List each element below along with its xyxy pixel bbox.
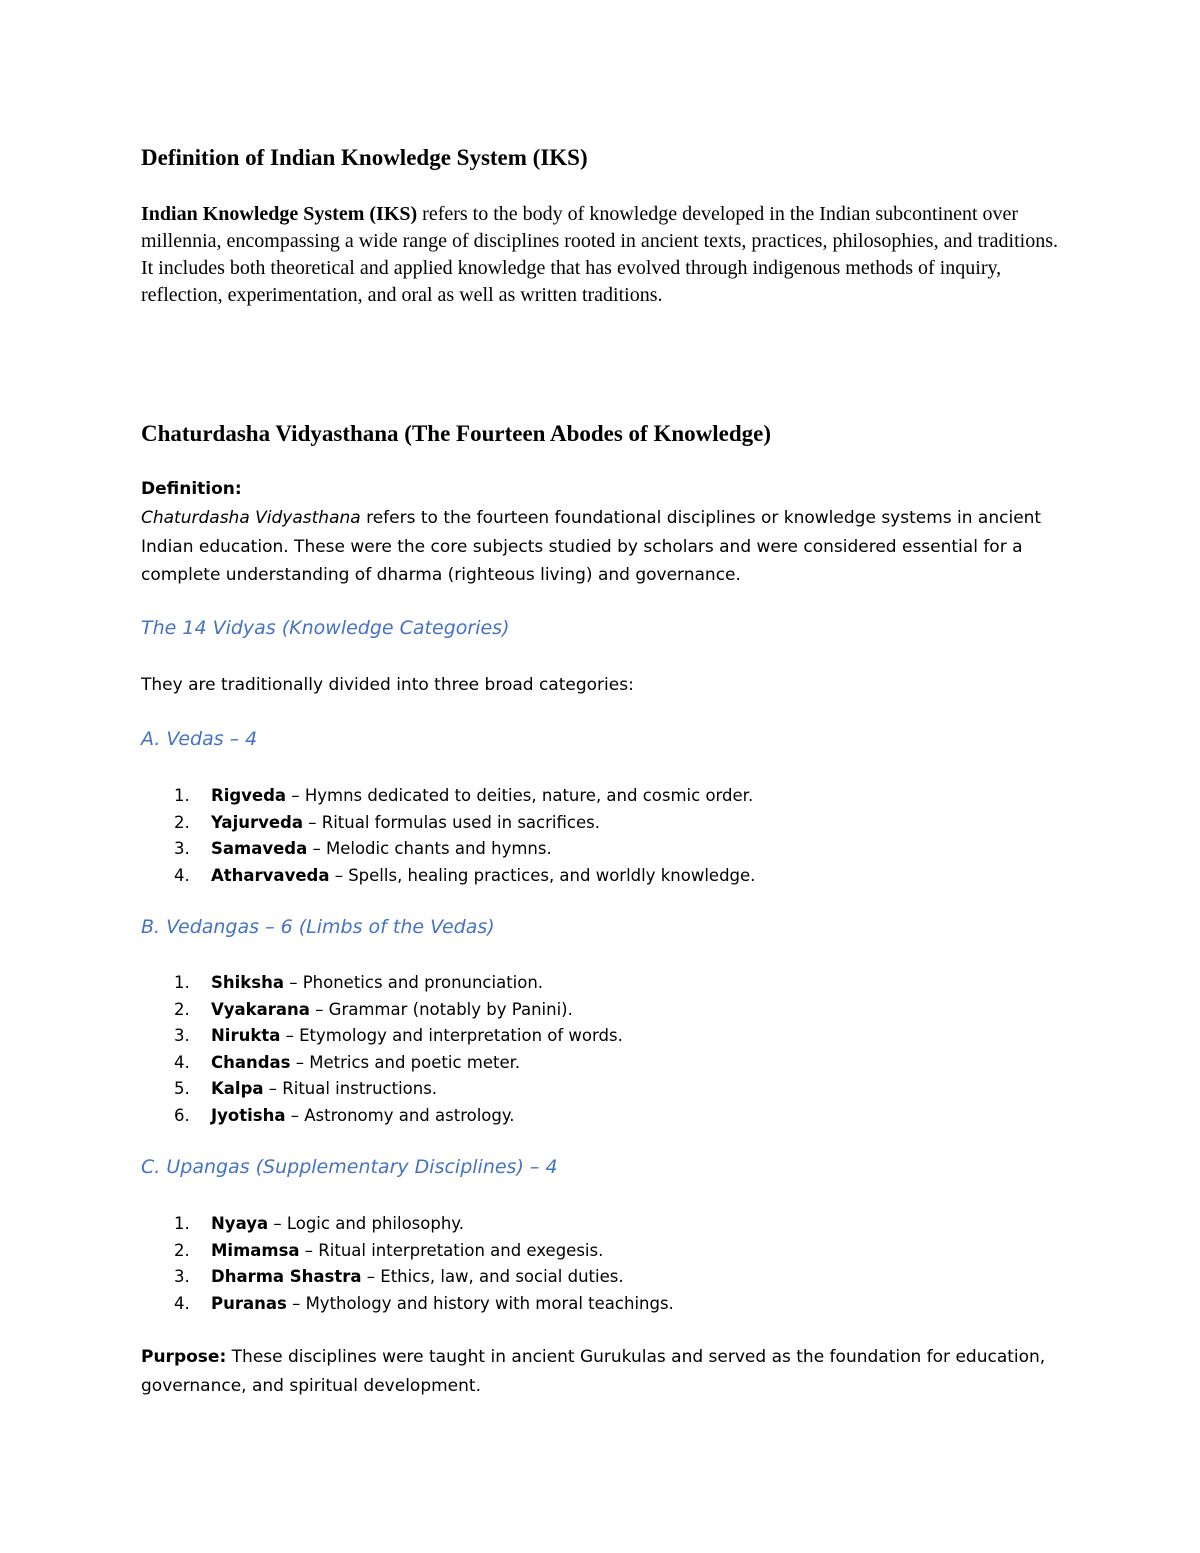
purpose-text: These disciplines were taught in ancient Gurukulas and served as the foundation for education, governance, and spiritual development.: [141, 1347, 1046, 1396]
list-item: 3. Dharma Shastra – Ethics, law, and social duties.: [174, 1267, 624, 1286]
iks-definition-paragraph: [141, 201, 1071, 309]
iks-definition-heading: Definition of Indian Knowledge System (IKS): [141, 145, 588, 170]
chaturdasha-definition: [141, 504, 1071, 590]
upangas-list: [174, 1211, 674, 1317]
chaturdasha-term: Chaturdasha Vidyasthana: [141, 508, 361, 528]
list-item: 1. Rigveda – Hymns dedicated to deities, nature, and cosmic order.: [174, 786, 754, 805]
list-item: 6. Jyotisha – Astronomy and astrology.: [174, 1105, 515, 1125]
list-item: 1. Shiksha – Phonetics and pronunciation.: [174, 973, 544, 992]
list-item: 3. Nirukta – Etymology and interpretation of words.: [174, 1026, 623, 1045]
iks-definition-text: refers to the body of knowledge developed in the Indian subcontinent over millennia, encompassing a wide range of disciplines rooted in ancient texts, practices, philosophies, and traditions. It includes both theoretical and applied knowledge that has evolved through indigenous methods of inquiry, reflection, experimentation, and oral as well as written traditions.: [141, 203, 1058, 306]
iks-term: Indian Knowledge System (IKS): [141, 203, 418, 225]
vidyas-heading: The 14 Vidyas (Knowledge Categories): [141, 617, 510, 639]
list-item: 3. Samaveda – Melodic chants and hymns.: [174, 839, 552, 858]
vedangas-list: [174, 970, 623, 1129]
list-item: 2. Vyakarana – Grammar (notably by Panini).: [174, 999, 573, 1019]
vedangas-heading: B. Vedangas – 6 (Limbs of the Vedas): [141, 916, 495, 938]
chaturdasha-definition-text: refers to the fourteen foundational disciplines or knowledge systems in ancient Indian education. These were the core subjects studied by scholars and were considered essential for a complete understanding of dharma (righteous living) and governance.: [141, 508, 1042, 585]
list-item: 2. Mimamsa – Ritual interpretation and exegesis.: [174, 1240, 604, 1260]
list-item: 4. Puranas – Mythology and history with moral teachings.: [174, 1293, 674, 1313]
list-item: 2. Yajurveda – Ritual formulas used in sacrifices.: [174, 812, 600, 832]
list-item: 5. Kalpa – Ritual instructions.: [174, 1079, 438, 1098]
upangas-heading: C. Upangas (Supplementary Disciplines) – 4: [141, 1156, 558, 1178]
list-item: 1. Nyaya – Logic and philosophy.: [174, 1214, 464, 1233]
purpose-label: Purpose:: [141, 1347, 227, 1367]
list-item: 4. Chandas – Metrics and poetic meter.: [174, 1052, 521, 1072]
purpose-paragraph: [141, 1343, 1071, 1400]
chaturdasha-heading: Chaturdasha Vidyasthana (The Fourteen Abodes of Knowledge): [141, 421, 772, 446]
vedas-list: [174, 783, 755, 889]
definition-label: Definition:: [141, 479, 242, 499]
list-item: 4. Atharvaveda – Spells, healing practices, and worldly knowledge.: [174, 865, 756, 885]
categories-intro: They are traditionally divided into three broad categories:: [141, 675, 634, 695]
vedas-heading: A. Vedas – 4: [141, 728, 258, 750]
